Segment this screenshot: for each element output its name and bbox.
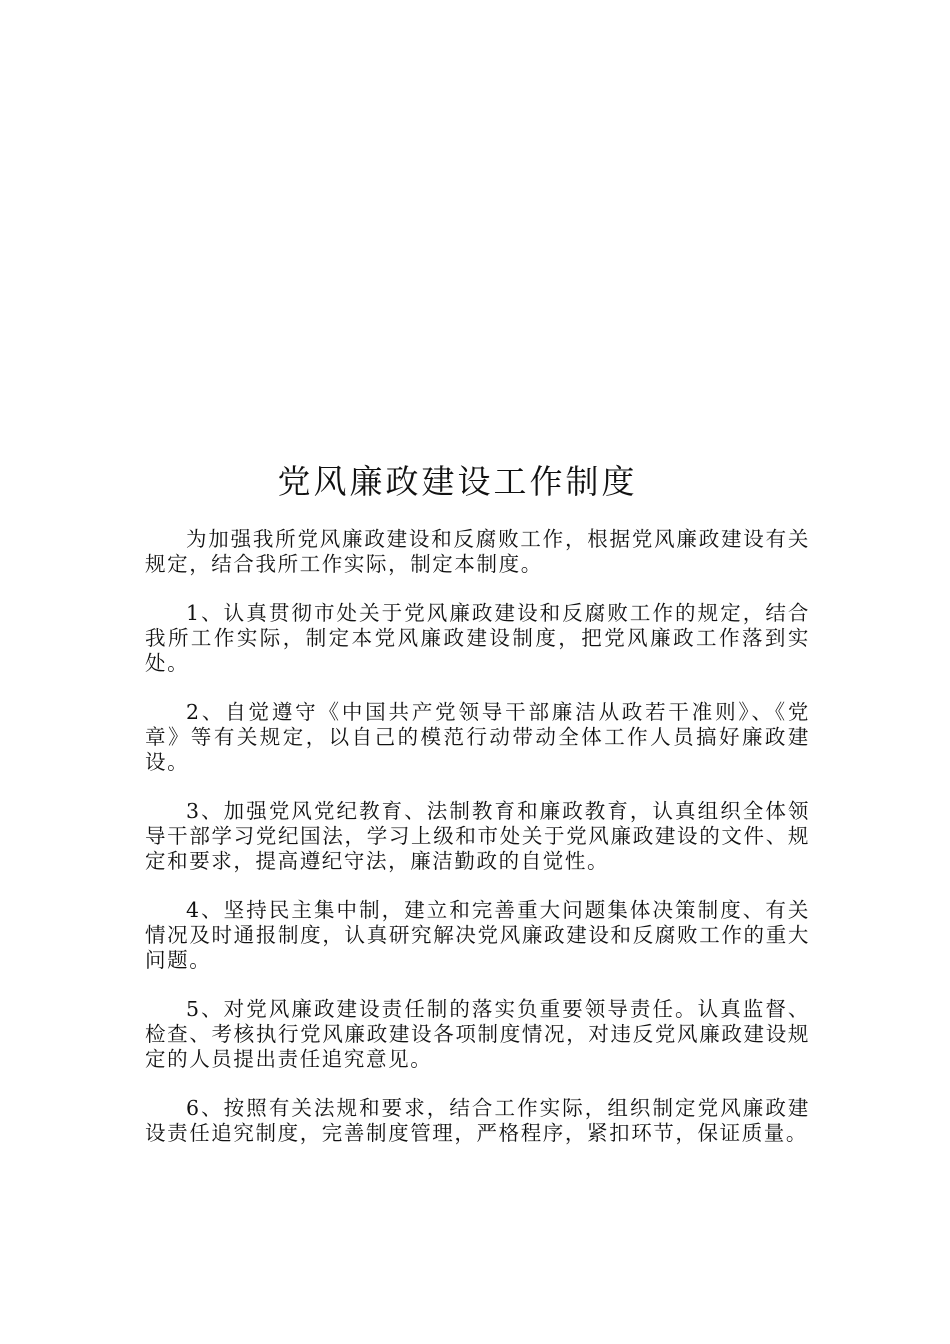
clause-6-paragraph: 6、按照有关法规和要求，结合工作实际，组织制定党风廉政建设责任追究制度，完善制度管理，严格程序，紧扣环节，保证质量。 [145,1096,810,1145]
document-body [145,527,810,1170]
clause-4-paragraph: 4、坚持民主集中制，建立和完善重大问题集体决策制度、有关情况及时通报制度，认真研究解决党风廉政建设和反腐败工作的重大问题。 [145,898,810,972]
clause-1-paragraph: 1、认真贯彻市处关于党风廉政建设和反腐败工作的规定，结合我所工作实际，制定本党风廉政建设制度，把党风廉政工作落到实处。 [145,601,810,675]
clause-5-paragraph: 5、对党风廉政建设责任制的落实负重要领导责任。认真监督、检查、考核执行党风廉政建设各项制度情况，对违反党风廉政建设规定的人员提出责任追究意见。 [145,997,810,1071]
clause-3-paragraph: 3、加强党风党纪教育、法制教育和廉政教育，认真组织全体领导干部学习党纪国法，学习上级和市处关于党风廉政建设的文件、规定和要求，提高遵纪守法，廉洁勤政的自觉性。 [145,799,810,873]
clause-2-paragraph: 2、自觉遵守《中国共产党领导干部廉洁从政若干准则》、《党章》等有关规定，以自己的模范行动带动全体工作人员搞好廉政建设。 [145,700,810,774]
document-title: 党风廉政建设工作制度 [277,462,638,501]
intro-paragraph: 为加强我所党风廉政建设和反腐败工作，根据党风廉政建设有关规定，结合我所工作实际，制定本制度。 [145,527,810,576]
